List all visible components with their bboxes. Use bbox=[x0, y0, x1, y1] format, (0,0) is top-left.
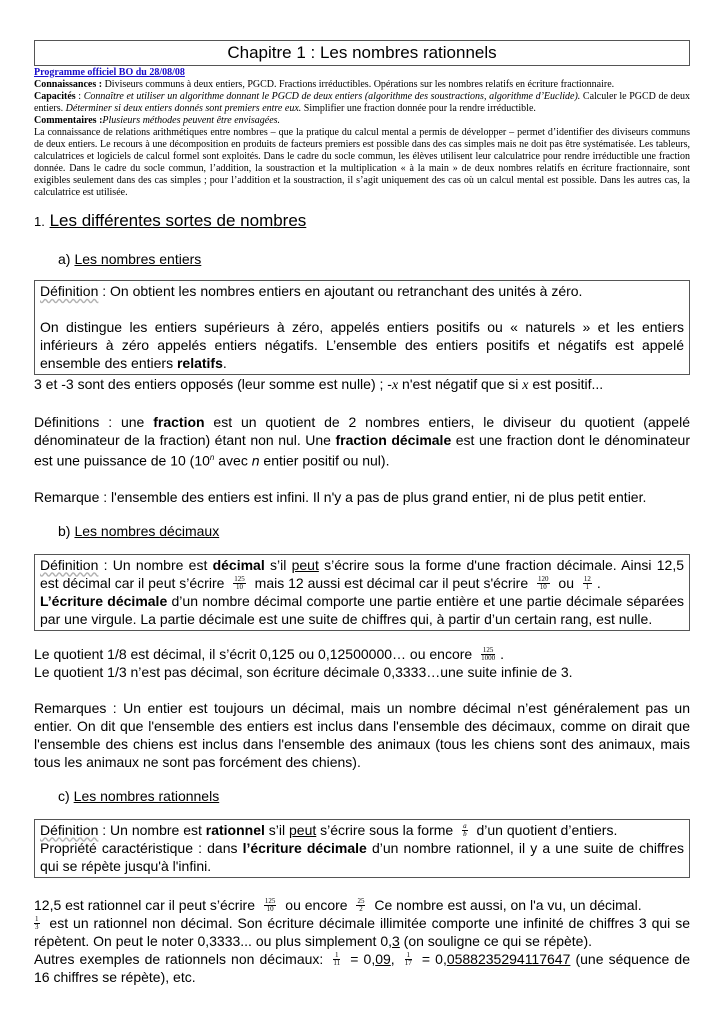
t: avec bbox=[214, 452, 252, 469]
fraction bbox=[356, 898, 365, 913]
capacites-text-1: Calculer le PGCD de deux entiers. bbox=[34, 91, 691, 114]
subsection-letter: a) bbox=[58, 251, 71, 267]
t: 3 et -3 sont des entiers opposés (leur somme est nulle) ; - bbox=[34, 376, 392, 392]
t: s’il bbox=[264, 556, 292, 573]
definition-para: On distingue les entiers supérieurs à zéro, appelés entiers positifs ou « naturels » et les entiers inférieurs à zéro appelés entiers négatifs. L’ensemble des entiers positifs et négatifs est appelé ensemble des entiers bbox=[40, 319, 684, 371]
underlined-word: peut bbox=[289, 821, 317, 838]
t: = 0, bbox=[345, 950, 376, 967]
subsection-title: Les nombres décimaux bbox=[74, 522, 220, 539]
numerator: 120 bbox=[538, 575, 549, 584]
denominator: 2 bbox=[359, 905, 363, 914]
denominator: 3 bbox=[35, 923, 39, 932]
rationnel-example-1-3 bbox=[34, 914, 690, 950]
punct: . bbox=[222, 355, 227, 371]
bo-link[interactable]: Programme officiel BO du 28/08/08 bbox=[34, 67, 185, 78]
fraction bbox=[481, 647, 495, 662]
programme-block bbox=[34, 79, 690, 199]
t: entier positif ou nul). bbox=[259, 452, 390, 469]
t: (une séquence de 16 chiffres se répète), etc. bbox=[34, 950, 690, 985]
denominator: 1 bbox=[585, 583, 590, 592]
commentaires-italic: Plusieurs méthodes peuvent être envisagées. bbox=[102, 115, 281, 126]
fraction bbox=[233, 576, 246, 591]
document-page bbox=[34, 40, 690, 986]
section-title: Les différentes sortes de nombres bbox=[49, 211, 307, 230]
t: n'est négatif que si bbox=[398, 376, 523, 392]
denominator: b bbox=[463, 830, 467, 839]
chapter-title bbox=[34, 40, 690, 66]
t: . bbox=[500, 645, 504, 662]
denominator: 10 bbox=[236, 583, 244, 592]
fraction bbox=[537, 576, 550, 591]
t: Le quotient 1/8 est décimal, il s’écrit 0,125 ou 0,12500000… ou encore bbox=[34, 645, 477, 662]
exponent: n bbox=[209, 453, 215, 462]
section-number: 1. bbox=[34, 214, 45, 229]
programme-paragraph: La connaissance de relations arithmétiques entre nombres – que la pratique du calcul mental a permis de développer – permet d’identifier des diviseurs communs de deux entiers. Le recours à une décomposition en produits de facteurs premiers est possible dans des cas simples mais ne doit pas être systématisée. Les tableurs, calculatrices et logiciels de calcul formel sont exploités. Dans le cadre du socle commun, les élèves utilisent leur calculatrice pour rendre irréductible une fraction donnée. Dans le cadre du socle commun, l’addition, la soustraction et la multiplication « à la main » de deux nombres relatifs en écriture fractionnaire, sont exigibles seulement dans des cas simples ; pour l’addition et la soustraction, il s’agit uniquement des cas où un calcul mental est possible. Dans les autres cas, la calculatrice est utilisée. bbox=[34, 127, 690, 198]
numerator: 1 bbox=[335, 951, 339, 960]
definition-box-entiers bbox=[34, 280, 690, 375]
var-n: n bbox=[251, 452, 260, 469]
commentaires-label: Commentaires : bbox=[34, 115, 103, 126]
fraction bbox=[333, 952, 340, 967]
subsection-title: Les nombres entiers bbox=[74, 251, 202, 267]
repeating-digits: 3 bbox=[392, 932, 400, 949]
numerator: 125 bbox=[234, 575, 245, 584]
numerator: 125 bbox=[264, 897, 276, 906]
bold-term: L’écriture décimale bbox=[40, 592, 168, 609]
definition-text: : On obtient les nombres entiers en ajoutant ou retranchant des unités à zéro. bbox=[98, 283, 583, 299]
subsection-b-heading bbox=[34, 522, 690, 540]
capacites-text-2: Simplifier une fraction donnée pour la rendre irréductible. bbox=[301, 103, 536, 114]
numerator: 1 bbox=[35, 915, 39, 924]
t: est positif... bbox=[528, 376, 604, 392]
t: Propriété caractéristique : dans bbox=[40, 839, 243, 856]
t: , bbox=[390, 950, 400, 967]
definition-box-decimaux bbox=[34, 554, 690, 631]
denominator: 1000 bbox=[481, 654, 496, 663]
numerator: 12 bbox=[583, 575, 591, 584]
numerator: 125 bbox=[482, 646, 494, 655]
rationnel-other-examples bbox=[34, 950, 690, 986]
t: ou bbox=[554, 574, 578, 591]
denominator: 10 bbox=[266, 905, 274, 914]
var-x: x bbox=[522, 378, 529, 393]
t: est une fraction dont le dénominateur est une puissance de 10 (10 bbox=[34, 432, 690, 469]
commentaires bbox=[34, 115, 690, 127]
t: Ce nombre est aussi, on l'a vu, un décimal. bbox=[370, 896, 642, 913]
bold-term: fraction bbox=[153, 414, 205, 430]
t: (on souligne ce qui se répète). bbox=[399, 932, 593, 949]
t: 12,5 est rationnel car il peut s’écrire bbox=[34, 896, 259, 913]
t: est un quotient de 2 nombres entiers, le diviseur du quotient (appelé dénominateur de la fraction) étant non nul. Une bbox=[34, 414, 690, 448]
fraction-definitions bbox=[34, 413, 690, 470]
t: d’un nombre décimal comporte une partie entière et une partie décimale séparées par une virgule. La partie décimale est une suite de chiffres qui, à partir d’un certain rang, est nulle. bbox=[40, 592, 684, 627]
t: est un rationnel non décimal. Son écriture décimale illimitée comporte une infinité de chiffres 3 qui se répètent. On peut le noter 0,3333... ou plus simplement 0, bbox=[34, 914, 690, 949]
definition-label: Définition bbox=[40, 283, 99, 299]
denominator: 11 bbox=[333, 959, 341, 968]
bold-term: décimal bbox=[212, 556, 265, 573]
definition-label: Définition bbox=[40, 821, 99, 838]
subsection-c-heading bbox=[34, 787, 690, 805]
t: s’écrire sous la forme d'une fraction décimale. Ainsi 12,5 est décimal car il peut s’écrire bbox=[40, 556, 684, 591]
rationnel-example-12-5 bbox=[34, 896, 690, 914]
subsection-letter: c) bbox=[58, 787, 70, 804]
t: Définitions : une bbox=[34, 414, 154, 430]
bold-term: relatifs bbox=[176, 355, 223, 371]
definition-label: Définition bbox=[40, 556, 99, 573]
denominator: 17 bbox=[404, 959, 412, 968]
chapter-title-text: Chapitre 1 : Les nombres rationnels bbox=[227, 43, 497, 62]
t: = 0, bbox=[416, 950, 447, 967]
remarques-decimaux: Remarques : Un entier est toujours un décimal, mais un nombre décimal n’est généralement pas un entier. On dit que l'ensemble des entiers est inclus dans l'ensemble des décimaux, comme on dirait que l'ensemble des chiens est inclus dans l'ensemble des animaux (tous les chiens sont des animaux, mais tous les animaux ne sont pas forcément des chiens). bbox=[34, 699, 690, 770]
repeating-digits: 0588235294117647 bbox=[446, 950, 571, 967]
bold-term: fraction décimale bbox=[335, 432, 452, 448]
opposes-text bbox=[34, 375, 690, 395]
fraction bbox=[34, 916, 40, 931]
t: Autres exemples de rationnels non décimaux: bbox=[34, 950, 329, 967]
numerator: 25 bbox=[357, 897, 365, 906]
quotient-1-3: Le quotient 1/3 n’est pas décimal, son écriture décimale 0,3333…une suite infinie de 3. bbox=[34, 663, 573, 680]
fraction bbox=[462, 823, 468, 838]
underlined-word: peut bbox=[291, 556, 319, 573]
t: d’un quotient d’entiers. bbox=[472, 821, 618, 838]
numerator: a bbox=[463, 822, 467, 831]
t: s’écrire sous la forme bbox=[316, 821, 458, 838]
subsection-letter: b) bbox=[58, 522, 71, 539]
bold-term: l’écriture décimale bbox=[242, 839, 367, 856]
capacites-label: Capacités bbox=[34, 91, 76, 102]
capacites-italic-2: Déterminer si deux entiers donnés sont premiers entre eux. bbox=[65, 103, 302, 114]
bold-term: rationnel bbox=[205, 821, 265, 838]
section-heading bbox=[34, 211, 690, 232]
denominator: 10 bbox=[539, 583, 547, 592]
quotient-1-8 bbox=[34, 645, 690, 663]
t: d’un nombre rationnel, il y a une suite de chiffres qui se répète jusqu'à l'infini. bbox=[40, 839, 685, 874]
connaissances bbox=[34, 79, 690, 91]
definition-box-rationnels bbox=[34, 819, 690, 878]
sep: : bbox=[75, 91, 84, 102]
connaissances-label: Connaissances : bbox=[34, 79, 103, 90]
connaissances-text: Diviseurs communs à deux entiers, PGCD. Fractions irréductibles. Opérations sur les nombres relatifs en écriture fractionnaire. bbox=[102, 79, 615, 90]
numerator: 1 bbox=[406, 951, 411, 960]
t: : Un nombre est bbox=[98, 821, 206, 838]
t: . bbox=[596, 574, 601, 591]
remarque-entiers: Remarque : l'ensemble des entiers est infini. Il n'y a pas de plus grand entier, ni de plus petit entier. bbox=[34, 488, 647, 505]
subsection-title: Les nombres rationnels bbox=[73, 787, 220, 804]
fraction bbox=[405, 952, 412, 967]
capacites bbox=[34, 91, 690, 115]
fraction bbox=[264, 898, 277, 913]
t: ou encore bbox=[281, 896, 352, 913]
repeating-digits: 09 bbox=[375, 950, 391, 967]
fraction bbox=[583, 576, 592, 591]
t: mais 12 aussi est décimal car il peut s'écrire bbox=[250, 574, 533, 591]
subsection-a-heading bbox=[34, 250, 690, 268]
t: : Un nombre est bbox=[98, 556, 213, 573]
t: s’il bbox=[264, 821, 290, 838]
var-x: x bbox=[391, 378, 399, 393]
capacites-italic-1: Connaître et utiliser un algorithme donnant le PGCD de deux entiers (algorithme des soustractions, algorithme d’Euclide). bbox=[83, 91, 581, 102]
